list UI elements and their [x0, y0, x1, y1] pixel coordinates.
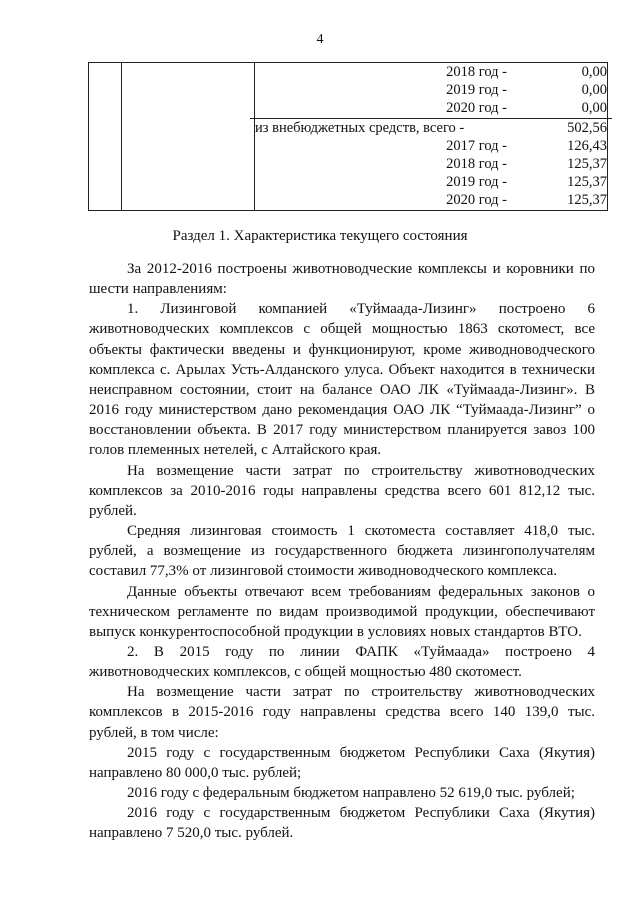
paragraph: 1. Лизинговой компанией «Туймаада-Лизинг» построено 6 животноводческих комплексов с общей мощностью 1863 скотомест, все объекты фактически введены и функционируют, кроме живодноводческого комплекса с. Арылах Усть-Алданского улуса. Объект находится в технически неисправном состоянии, стоит на балансе ОАО ЛК «Туймаада-Лизинг». В 2016 году министерством дано рекомендация ОАО ЛК “Туймаада-Лизинг” о восстановлении объекта. В 2017 году министерством планируется завоз 100 голов племенных нетелей, с Алтайского края. [89, 301, 595, 459]
amount-value: 0,00 [581, 64, 607, 80]
amount-value: 125,37 [567, 192, 607, 209]
amount-value: 0,00 [581, 82, 607, 99]
body-text [89, 259, 595, 844]
page-number: 4 [316, 32, 324, 47]
paragraph: На возмещение части затрат по строительству животноводческих комплексов в 2015-2016 году направлены средства всего 140 139,0 тыс. рублей, в том числе: [89, 684, 595, 741]
section-title: Раздел 1. Характеристика текущего состояния [172, 228, 468, 244]
table-line [255, 191, 607, 209]
table-line [255, 173, 607, 191]
year-label: 2017 год - [446, 137, 507, 154]
paragraph: 2016 году с государственным бюджетом Республики Саха (Якутия) направлено 7 520,0 тыс. рублей. [89, 805, 595, 842]
paragraph: На возмещение части затрат по строительству животноводческих комплексов за 2010-2016 годы направлены средства всего 601 812,12 тыс. рублей. [89, 462, 595, 519]
funding-breakdown-cell [255, 63, 608, 211]
table-line [255, 155, 607, 173]
paragraph: 2015 году с государственным бюджетом Республики Саха (Якутия) направлено 80 000,0 тыс. рублей; [89, 744, 595, 781]
extrabudget-label: из внебюджетных средств, всего - [255, 119, 465, 136]
extrabudget-value: 502,56 [567, 119, 607, 136]
year-label: 2018 год - [446, 64, 507, 80]
year-label: 2018 год - [446, 155, 507, 172]
paragraph: 2016 году с федеральным бюджетом направлено 52 619,0 тыс. рублей; [127, 785, 575, 802]
amount-value: 126,43 [567, 137, 607, 154]
year-label: 2019 год - [446, 174, 507, 191]
table-line [255, 63, 607, 81]
table-line [255, 119, 607, 137]
year-label: 2020 год - [446, 100, 507, 117]
table-line [255, 137, 607, 155]
table-line [255, 81, 607, 99]
table-cell-empty-1 [89, 63, 122, 211]
table-row [89, 63, 608, 211]
funding-table [88, 62, 608, 211]
year-label: 2020 год - [446, 192, 507, 209]
amount-value: 125,37 [567, 174, 607, 191]
table-cell-empty-2 [122, 63, 255, 211]
table-line [255, 99, 607, 117]
paragraph: 2. В 2015 году по линии ФАПК «Туймаада» построено 4 животноводческих комплексов, с общей мощностью 480 скотомест. [89, 643, 595, 681]
year-label: 2019 год - [446, 82, 507, 99]
paragraph: Данные объекты отвечают всем требованиям федеральных законов о техническом регламенте по видам производимой продукции, обеспечивают выпуск конкурентоспособной продукции в условиях новых стандартов ВТО. [89, 583, 595, 640]
amount-value: 125,37 [567, 155, 607, 172]
paragraph: За 2012-2016 построены животноводческие комплексы и коровники по шести направлениям: [89, 261, 595, 298]
amount-value: 0,00 [581, 100, 607, 117]
paragraph: Средняя лизинговая стоимость 1 скотоместа составляет 418,0 тыс. рублей, а возмещение из государственного бюджета лизингополучателям составил 77,3% от лизинговой стоимости живодноводческого комплекса. [89, 523, 595, 580]
